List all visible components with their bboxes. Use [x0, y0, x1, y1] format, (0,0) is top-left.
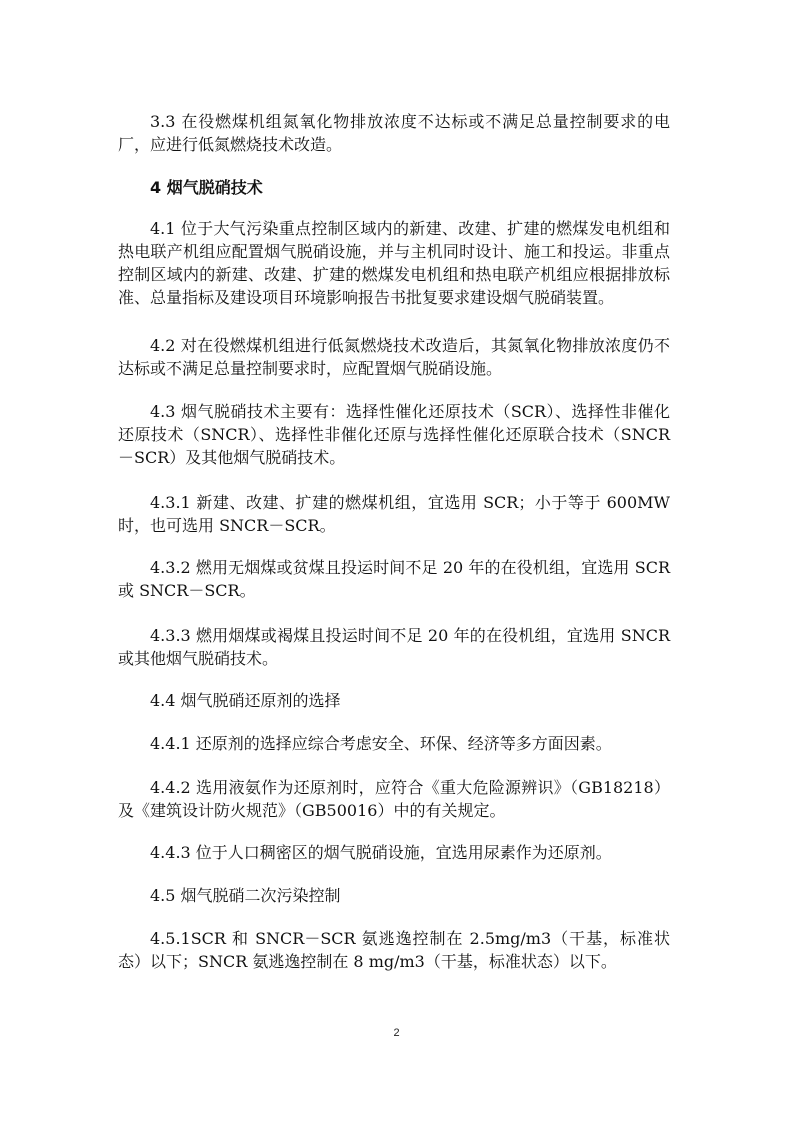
- paragraph-4-3-2: 4.3.2 燃用无烟煤或贫煤且投运时间不足 20 年的在役机组，宜选用 SCR 或 SNCR－SCR。: [118, 558, 670, 600]
- paragraph-4-5-1: 4.5.1SCR 和 SNCR－SCR 氨逃逸控制在 2.5mg/m3（干基，标准状态）以下；SNCR 氨逃逸控制在 8 mg/m3（干基，标准状态）以下。: [118, 929, 670, 971]
- paragraph-4-4-2: 4.4.2 选用液氨作为还原剂时，应符合《重大危险源辨识》（GB18218）及《建筑设计防火规范》（GB50016）中的有关规定。: [118, 778, 670, 820]
- subheading-4-4: 4.4 烟气脱硝还原剂的选择: [150, 691, 341, 710]
- paragraph-4-2: 4.2 对在役燃煤机组进行低氮燃烧技术改造后，其氮氧化物排放浓度仍不达标或不满足总量控制要求时，应配置烟气脱硝设施。: [118, 336, 670, 378]
- page-number: 2: [393, 1027, 400, 1039]
- section-heading-4: 4 烟气脱硝技术: [150, 178, 263, 197]
- subheading-4-5: 4.5 烟气脱硝二次污染控制: [150, 886, 341, 905]
- paragraph-4-3: 4.3 烟气脱硝技术主要有：选择性催化还原技术（SCR）、选择性非催化还原技术（SNCR）、选择性非催化还原与选择性催化还原联合技术（SNCR－SCR）及其他烟气脱硝技术。: [118, 402, 670, 467]
- paragraph-4-3-1: 4.3.1 新建、改建、扩建的燃煤机组，宜选用 SCR；小于等于 600MW 时，也可选用 SNCR－SCR。: [118, 493, 670, 535]
- paragraph-3-3: 3.3 在役燃煤机组氮氧化物排放浓度不达标或不满足总量控制要求的电厂，应进行低氮燃烧技术改造。: [118, 112, 670, 154]
- paragraph-4-3-3: 4.3.3 燃用烟煤或褐煤且投运时间不足 20 年的在役机组，宜选用 SNCR 或其他烟气脱硝技术。: [118, 626, 670, 668]
- paragraph-4-4-1: 4.4.1 还原剂的选择应综合考虑安全、环保、经济等多方面因素。: [150, 734, 612, 753]
- paragraph-4-4-3: 4.4.3 位于人口稠密区的烟气脱硝设施，宜选用尿素作为还原剂。: [150, 843, 612, 862]
- paragraph-4-1: 4.1 位于大气污染重点控制区域内的新建、改建、扩建的燃煤发电机组和热电联产机组应配置烟气脱硝设施，并与主机同时设计、施工和投运。非重点控制区域内的新建、改建、扩建的燃煤发电机组和热电联产机组应根据排放标准、总量指标及建设项目环境影响报告书批复要求建设烟气脱硝装置。: [118, 219, 670, 307]
